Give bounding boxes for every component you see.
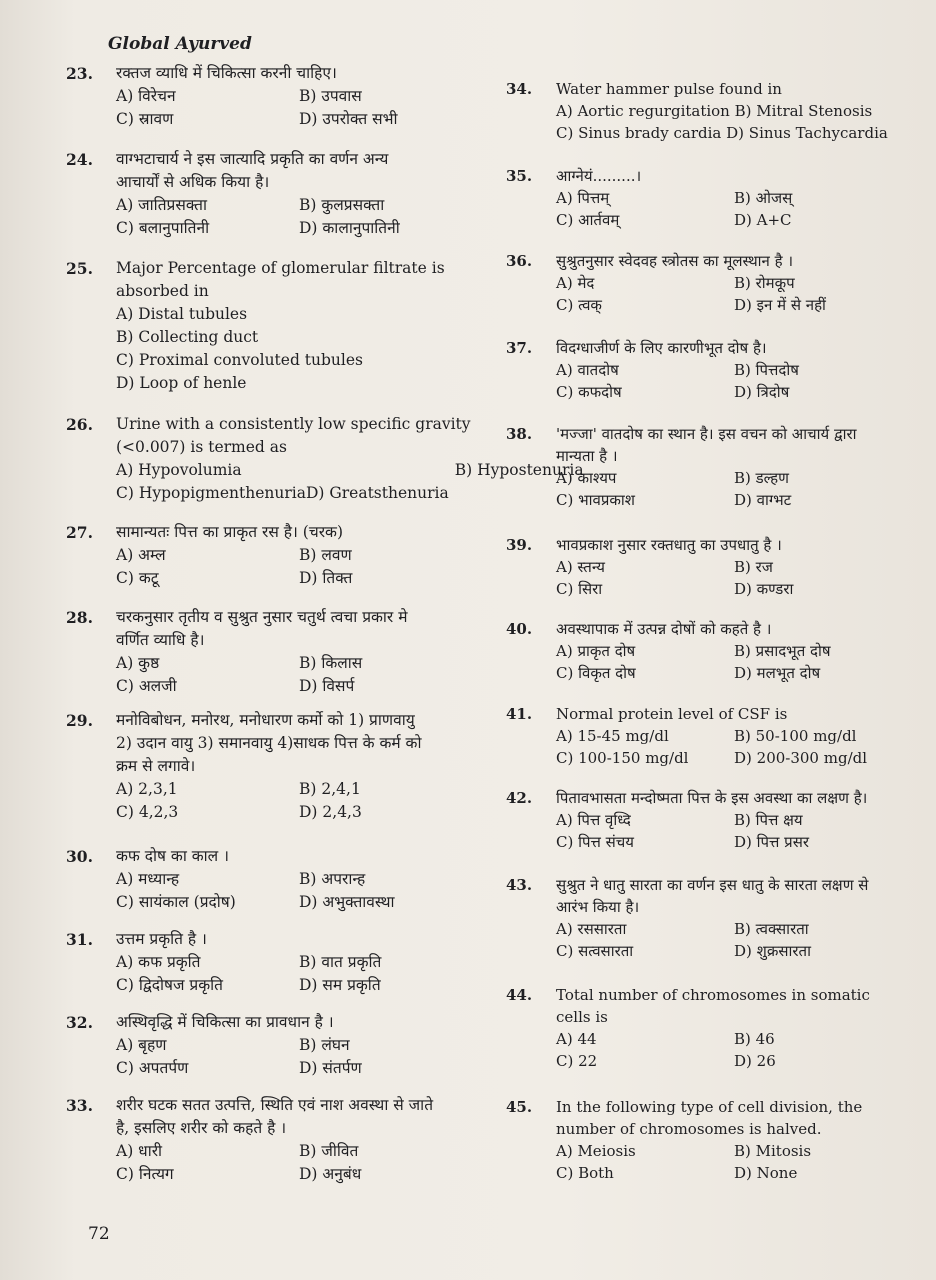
answer-option: D) कण्डरा (734, 580, 794, 598)
answer-option: C) कटू (116, 569, 159, 587)
question-text: कफ दोष का काल । (116, 847, 229, 865)
answer-option: A) जातिप्रसक्ता (116, 196, 207, 214)
question-text: रक्तज व्याधि में चिकित्सा करनी चाहिए। (116, 64, 337, 82)
question-item (506, 423, 906, 511)
answer-option: C) बलानुपातिनी (116, 219, 210, 237)
answer-option: A) रससारता (556, 920, 627, 938)
answer-options (556, 467, 906, 511)
question-number: 28. (66, 608, 93, 627)
question-text: पितावभासता मन्दोष्मता पित्त के इस अवस्था का लक्षण है। (556, 789, 868, 807)
question-number: 23. (66, 64, 93, 83)
question-item (506, 1096, 906, 1184)
answer-option: A) स्तन्य (556, 558, 605, 576)
answer-option: D) संतर्पण (299, 1059, 362, 1077)
answer-option: A) विरेचन (116, 87, 176, 105)
question-item (506, 618, 906, 684)
question-item (66, 845, 476, 914)
answer-option: C) 100-150 mg/dl (556, 749, 689, 767)
question-item (506, 337, 906, 403)
answer-option: A) 15-45 mg/dl (556, 727, 669, 745)
answer-option: C) विकृत दोष (556, 664, 636, 682)
answer-option: B) उपवास (299, 87, 362, 105)
running-header: Global Ayurved (108, 34, 252, 54)
question-number: 26. (66, 415, 93, 434)
answer-option: B) प्रसादभूत दोष (734, 642, 831, 660)
answer-option: D) उपरोक्त सभी (299, 110, 398, 128)
answer-option: B) लंघन (299, 1036, 350, 1054)
answer-option: C) अपतर्पण (116, 1059, 189, 1077)
answer-options (556, 556, 906, 600)
answer-option: C) नित्यग (116, 1165, 174, 1183)
answer-options (556, 1140, 906, 1184)
answer-option: B) कुलप्रसक्ता (299, 196, 385, 214)
question-number: 31. (66, 930, 93, 949)
question-text: वाग्भटाचार्य ने इस जात्यादि प्रकृति का वर्णन अन्य आचार्यों से अधिक किया है। (116, 150, 389, 191)
answer-options (116, 303, 476, 395)
answer-options (116, 652, 476, 698)
answer-option: A) मेद (556, 274, 595, 292)
answer-option: C) HypopigmenthenuriaD) Greatsthenuria (116, 484, 449, 502)
answer-options (116, 459, 584, 505)
question-number: 44. (506, 986, 533, 1004)
answer-option: B) 50-100 mg/dl (734, 727, 857, 745)
answer-options (556, 640, 906, 684)
answer-option: A) काश्यप (556, 469, 617, 487)
question-text: शरीर घटक सतत उत्पत्ति, स्थिति एवं नाश अवस्था से जाते है, इसलिए शरीर को कहते है । (116, 1096, 434, 1137)
question-text: 'मज्जा' वातदोष का स्थान है। इस वचन को आचार्य द्वारा मान्यता है । (556, 425, 857, 465)
question-number: 29. (66, 711, 93, 730)
answer-option: D) 26 (734, 1052, 776, 1070)
answer-options (116, 1034, 476, 1080)
question-number: 30. (66, 847, 93, 866)
answer-option: A) वातदोष (556, 361, 619, 379)
question-item (506, 165, 906, 231)
question-text: सुश्रुतनुसार स्वेदवह स्त्रोतस का मूलस्थान है । (556, 252, 794, 270)
question-text: विदग्धाजीर्ण के लिए कारणीभूत दोष है। (556, 339, 767, 357)
answer-options (556, 187, 906, 231)
answer-option: A) Meiosis (556, 1142, 636, 1160)
answer-options (116, 868, 476, 914)
answer-options (556, 725, 906, 769)
question-item (506, 984, 906, 1072)
question-number: 43. (506, 876, 533, 894)
answer-options (556, 359, 906, 403)
question-text: Total number of chromosomes in somatic cells is (556, 986, 870, 1026)
question-text: अवस्थापाक में उत्पन्न दोषों को कहते है । (556, 620, 772, 638)
question-item (66, 521, 476, 590)
question-number: 24. (66, 150, 93, 169)
question-item (506, 78, 906, 144)
question-item (66, 1094, 476, 1186)
answer-option: A) पित्त वृध्दि (556, 811, 631, 829)
answer-option: D) None (734, 1164, 798, 1182)
answer-option: A) पित्तम् (556, 189, 610, 207)
question-item (66, 606, 476, 698)
answer-option: A) Distal tubules (116, 305, 248, 323)
answer-option: C) Both (556, 1164, 614, 1182)
question-item (66, 928, 476, 997)
answer-options (116, 544, 476, 590)
answer-options (116, 194, 476, 240)
question-item (66, 1011, 476, 1080)
question-number: 39. (506, 536, 533, 554)
question-item (506, 250, 906, 316)
question-text: Water hammer pulse found in (556, 80, 782, 98)
answer-option: B) Hypostenuria (454, 461, 584, 479)
answer-option: C) द्विदोषज प्रकृति (116, 976, 223, 994)
answer-option: B) रोमकूप (734, 274, 795, 292)
question-text: आग्नेयं.........। (556, 167, 642, 185)
answer-option: A) 44 (556, 1030, 597, 1048)
answer-option: D) सम प्रकृति (299, 976, 381, 994)
question-number: 32. (66, 1013, 93, 1032)
answer-option: B) अपरान्ह (299, 870, 366, 888)
answer-option: B) वात प्रकृति (299, 953, 382, 971)
answer-option: D) इन में से नहीं (734, 296, 826, 314)
question-number: 41. (506, 705, 533, 723)
answer-option: C) 4,2,3 (116, 803, 179, 821)
answer-options (116, 951, 476, 997)
question-number: 37. (506, 339, 533, 357)
question-number: 45. (506, 1098, 533, 1116)
answer-option: A) 2,3,1 (116, 780, 178, 798)
answer-option: D) A+C (734, 211, 792, 229)
answer-option: B) त्वक्सारता (734, 920, 809, 938)
answer-option: C) Proximal convoluted tubules (116, 351, 364, 369)
answer-options (556, 272, 906, 316)
answer-options (556, 1028, 906, 1072)
question-number: 40. (506, 620, 533, 638)
answer-option: D) विसर्प (299, 677, 355, 695)
answer-option: B) Mitosis (734, 1142, 812, 1160)
answer-option: B) लवण (299, 546, 352, 564)
question-text: सुश्रुत ने धातु सारता का वर्णन इस धातु के सारता लक्षण से आरंभ किया है। (556, 876, 869, 916)
answer-option: B) किलास (299, 654, 363, 672)
question-text: Major Percentage of glomerular filtrate is absorbed in (116, 259, 445, 300)
answer-option: A) Aortic regurgitation B) Mitral Stenosis (556, 102, 873, 120)
answer-option: A) प्राकृत दोष (556, 642, 636, 660)
answer-options (116, 1140, 476, 1186)
answer-option: C) आर्तवम् (556, 211, 620, 229)
answer-option: D) Loop of henle (116, 374, 247, 392)
question-text: सामान्यतः पित्त का प्राकृत रस है। (चरक) (116, 523, 343, 541)
answer-option: C) स्रावण (116, 110, 174, 128)
answer-option: B) रज (734, 558, 773, 576)
answer-option: A) कुष्ठ (116, 654, 160, 672)
question-text: भावप्रकाश नुसार रक्तधातु का उपधातु है । (556, 536, 782, 554)
answer-option: C) सत्वसारता (556, 942, 634, 960)
answer-option: C) सायंकाल (प्रदोष) (116, 893, 236, 911)
answer-option: D) अनुबंध (299, 1165, 362, 1183)
answer-option: B) 2,4,1 (299, 780, 361, 798)
question-item (506, 703, 906, 769)
answer-option: D) पित्त प्रसर (734, 833, 809, 851)
question-item (506, 534, 906, 600)
answer-option: B) ओजस् (734, 189, 793, 207)
answer-option: B) पित्तदोष (734, 361, 799, 379)
question-text: In the following type of cell division, the number of chromosomes is halved. (556, 1098, 863, 1138)
answer-option: D) 2,4,3 (299, 803, 362, 821)
page-number: 72 (88, 1224, 110, 1244)
answer-option: B) 46 (734, 1030, 775, 1048)
question-item (66, 709, 476, 824)
answer-option: C) सिरा (556, 580, 603, 598)
answer-option: B) जीवित (299, 1142, 359, 1160)
answer-option: D) अभुक्तावस्था (299, 893, 395, 911)
question-text: Urine with a consistently low specific gravity (<0.007) is termed as (116, 415, 471, 456)
answer-options (556, 918, 906, 962)
answer-option: B) पित्त क्षय (734, 811, 803, 829)
answer-options (556, 809, 906, 853)
question-number: 27. (66, 523, 93, 542)
answer-option: B) डल्हण (734, 469, 789, 487)
answer-option: A) कफ प्रकृति (116, 953, 201, 971)
answer-option: C) Sinus brady cardia D) Sinus Tachycardia (556, 124, 888, 142)
question-text: उत्तम प्रकृति है । (116, 930, 207, 948)
answer-option: D) मलभूत दोष (734, 664, 821, 682)
answer-option: D) 200-300 mg/dl (734, 749, 868, 767)
answer-option: C) अलजी (116, 677, 177, 695)
answer-option: C) त्वक् (556, 296, 602, 314)
answer-option: D) त्रिदोष (734, 383, 790, 401)
question-text: मनोविबोधन, मनोरथ, मनोधारण कर्मो को 1) प्राणवायु 2) उदान वायु 3) समानवायु 4)साधक पित्त के कर्म को क्रम से लगावे। (116, 711, 422, 775)
answer-options (556, 100, 906, 144)
question-number: 42. (506, 789, 533, 807)
question-number: 35. (506, 167, 533, 185)
answer-options (116, 778, 476, 824)
question-item (66, 257, 476, 395)
question-item (506, 874, 906, 962)
question-text: अस्थिवृद्धि में चिकित्सा का प्रावधान है । (116, 1013, 334, 1031)
answer-option: A) धारी (116, 1142, 163, 1160)
question-number: 34. (506, 80, 533, 98)
answer-option: C) भावप्रकाश (556, 491, 636, 509)
question-text: Normal protein level of CSF is (556, 705, 788, 723)
question-item (506, 787, 906, 853)
answer-option: C) कफदोष (556, 383, 622, 401)
answer-option: C) 22 (556, 1052, 598, 1070)
question-item (66, 148, 476, 240)
answer-option: A) बृहण (116, 1036, 167, 1054)
question-item (66, 62, 476, 131)
answer-option: B) Collecting duct (116, 328, 259, 346)
answer-options (116, 85, 476, 131)
answer-option: A) Hypovolumia (116, 461, 242, 479)
question-text: चरकनुसार तृतीय व सुश्रुत नुसार चतुर्थ त्वचा प्रकार मे वर्णित व्याधि है। (116, 608, 408, 649)
answer-option: A) मध्यान्ह (116, 870, 180, 888)
answer-option: C) पित्त संचय (556, 833, 635, 851)
answer-option: D) कालानुपातिनी (299, 219, 400, 237)
answer-option: D) वाग्भट (734, 491, 792, 509)
question-number: 38. (506, 425, 533, 443)
answer-option: D) तिक्त (299, 569, 353, 587)
question-number: 25. (66, 259, 93, 278)
answer-option: D) शुक्रसारता (734, 942, 811, 960)
answer-option: A) अम्ल (116, 546, 166, 564)
question-number: 33. (66, 1096, 93, 1115)
question-number: 36. (506, 252, 533, 270)
